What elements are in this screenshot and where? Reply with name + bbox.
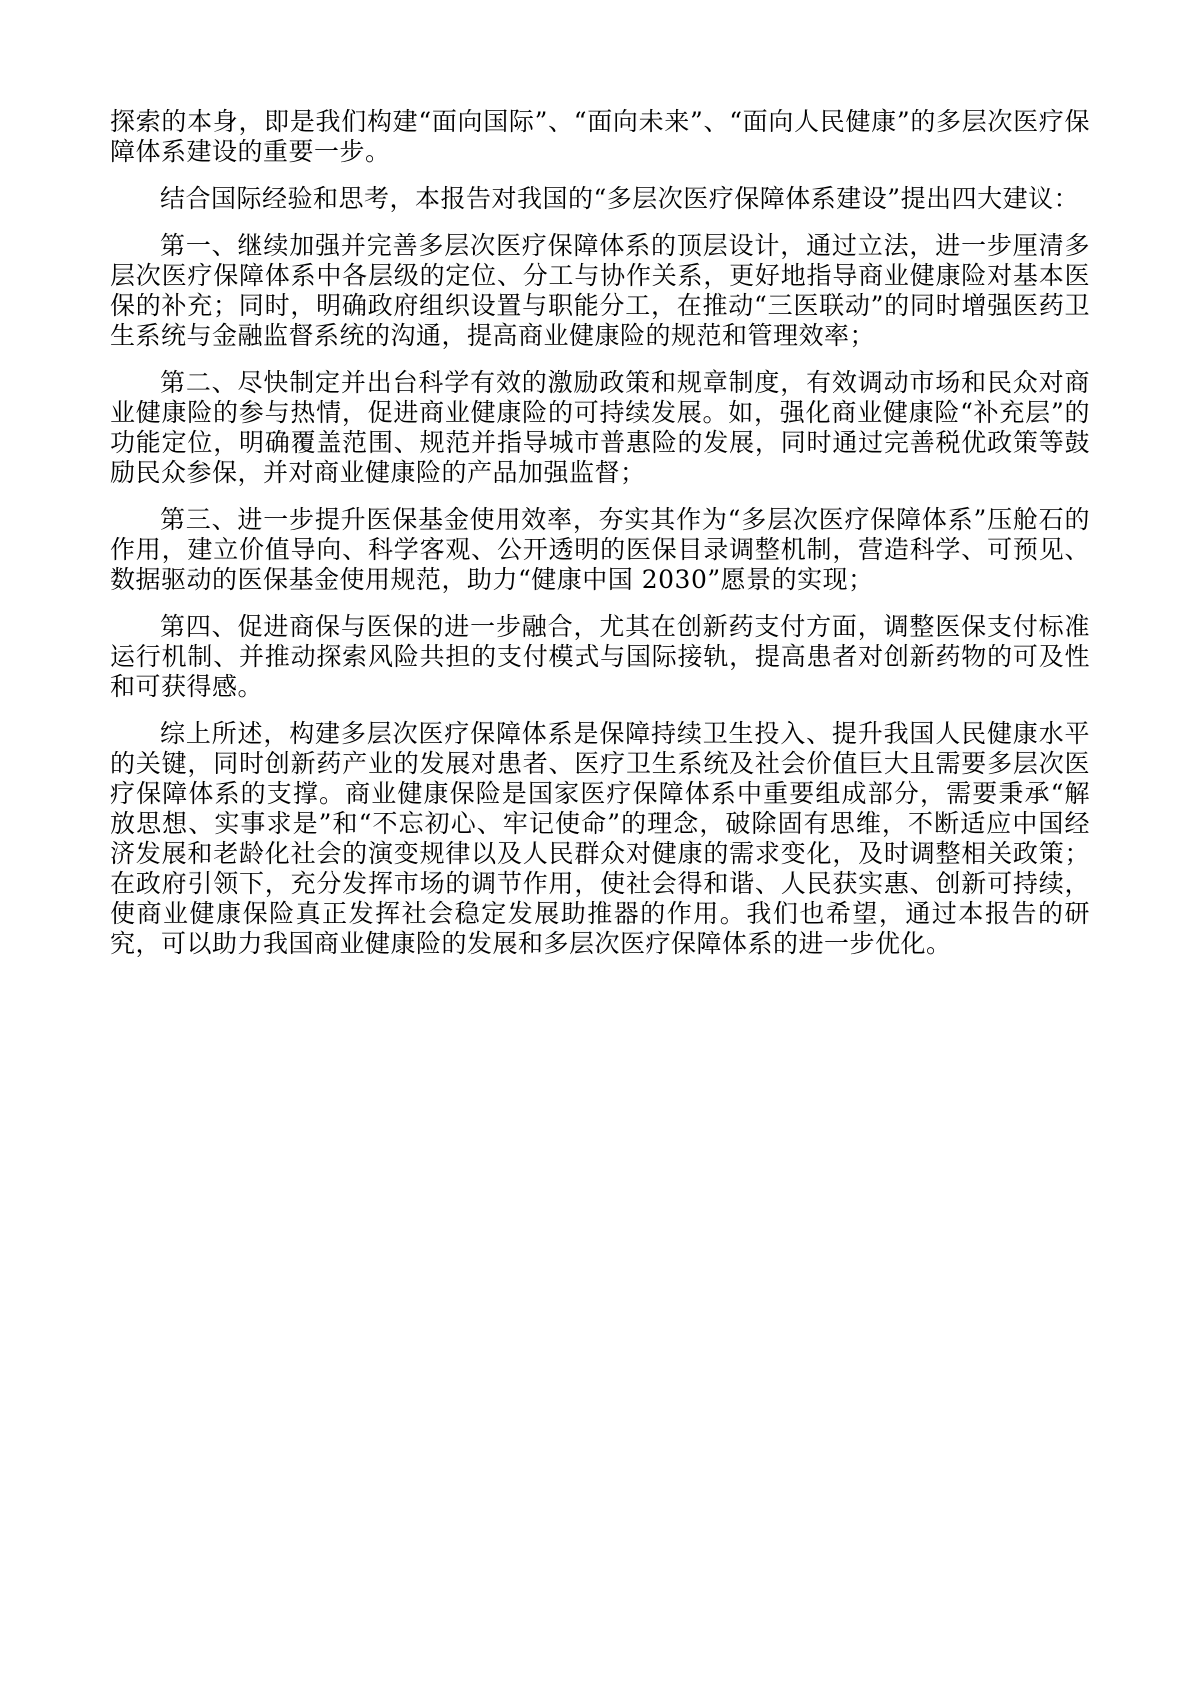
paragraph-recommendation-2: 第二、尽快制定并出台科学有效的激励政策和规章制度，有效调动市场和民众对商业健康险的参与热情，促进商业健康险的可持续发展。如，强化商业健康险“补充层”的功能定位，明确覆盖范围、规范并指导城市普惠险的发展，同时通过完善税优政策等鼓励民众参保，并对商业健康险的产品加强监督； <box>110 368 1090 487</box>
paragraph-recommendation-3: 第三、进一步提升医保基金使用效率，夯实其作为“多层次医疗保障体系”压舱石的作用，建立价值导向、科学客观、公开透明的医保目录调整机制，营造科学、可预见、数据驱动的医保基金使用规范，助力“健康中国 2030”愿景的实现； <box>110 505 1090 594</box>
paragraph-recommendation-4: 第四、促进商保与医保的进一步融合，尤其在创新药支付方面，调整医保支付标准运行机制、并推动探索风险共担的支付模式与国际接轨，提高患者对创新药物的可及性和可获得感。 <box>110 612 1090 701</box>
paragraph-conclusion: 综上所述，构建多层次医疗保障体系是保障持续卫生投入、提升我国人民健康水平的关键，同时创新药产业的发展对患者、医疗卫生系统及社会价值巨大且需要多层次医疗保障体系的支撑。商业健康保险是国家医疗保障体系中重要组成部分，需要秉承“解放思想、实事求是”和“不忘初心、牢记使命”的理念，破除固有思维，不断适应中国经济发展和老龄化社会的演变规律以及人民群众对健康的需求变化，及时调整相关政策；在政府引领下，充分发挥市场的调节作用，使社会得和谐、人民获实惠、创新可持续，使商业健康保险真正发挥社会稳定发展助推器的作用。我们也希望，通过本报告的研究，可以助力我国商业健康险的发展和多层次医疗保障体系的进一步优化。 <box>110 719 1090 958</box>
document-body <box>110 107 1090 976</box>
paragraph-intro: 结合国际经验和思考，本报告对我国的“多层次医疗保障体系建设”提出四大建议： <box>160 184 1080 213</box>
paragraph-recommendation-1: 第一、继续加强并完善多层次医疗保障体系的顶层设计，通过立法，进一步厘清多层次医疗保障体系中各层级的定位、分工与协作关系，更好地指导商业健康险对基本医保的补充；同时，明确政府组织设置与职能分工，在推动“三医联动”的同时增强医药卫生系统与金融监督系统的沟通，提高商业健康险的规范和管理效率； <box>110 231 1090 350</box>
paragraph-continuation: 探索的本身，即是我们构建“面向国际”、“面向未来”、“面向人民健康”的多层次医疗保障体系建设的重要一步。 <box>110 107 1090 166</box>
